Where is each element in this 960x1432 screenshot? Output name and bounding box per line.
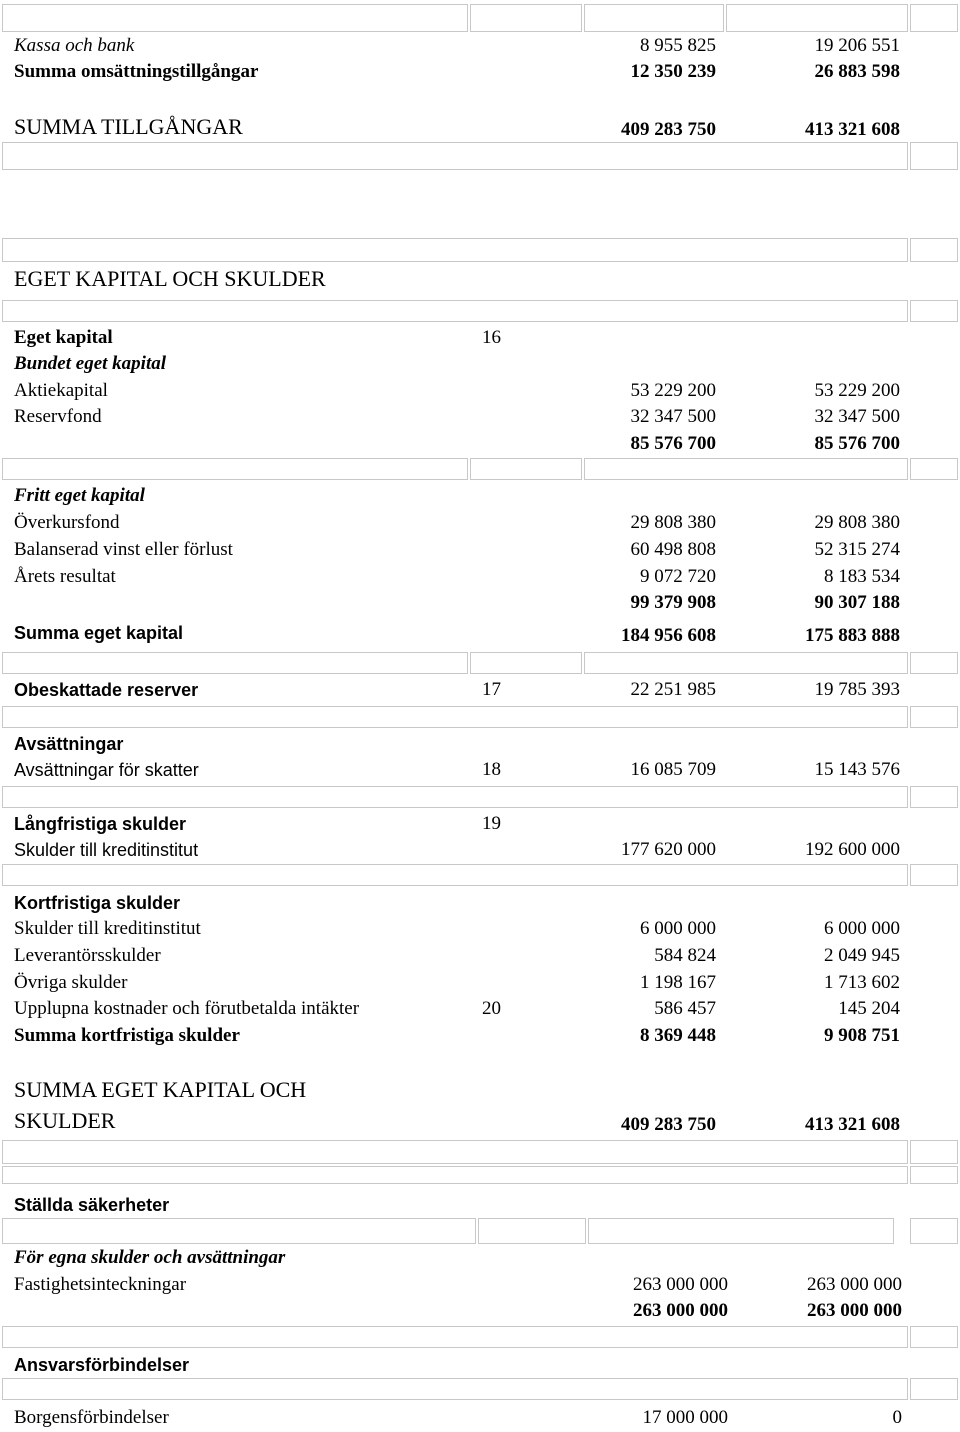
row-label-summa-eget-kapital: Summa eget kapital bbox=[14, 623, 184, 643]
row-label-avsattningar-skatter: Avsättningar för skatter bbox=[14, 760, 199, 780]
grid-cell bbox=[478, 1218, 586, 1244]
grid-cell bbox=[470, 4, 582, 32]
row-label-upplupna: Upplupna kostnader och förutbetalda intäkter bbox=[14, 998, 360, 1019]
value-prior-leverantorsskulder: 2 049 945 bbox=[824, 945, 900, 966]
row-label-borgensforbindelser: Borgensförbindelser bbox=[14, 1407, 169, 1428]
row-label-summa-eget-kapital-och-skulder-line2: SKULDER bbox=[14, 1108, 116, 1133]
value-current-reservfond: 32 347 500 bbox=[630, 406, 716, 427]
grid-cell bbox=[2, 142, 908, 170]
row-label-skulder-kreditinstitut-long: Skulder till kreditinstitut bbox=[14, 840, 199, 860]
value-prior-reservfond: 32 347 500 bbox=[814, 406, 900, 427]
grid-cell bbox=[584, 652, 908, 674]
grid-cell bbox=[910, 458, 958, 480]
value-current-fritt-sum: 99 379 908 bbox=[630, 592, 716, 613]
value-prior-pledges-sum: 263 000 000 bbox=[807, 1300, 902, 1321]
grid-cell bbox=[588, 1218, 894, 1244]
grid-cell bbox=[910, 1218, 958, 1244]
value-prior-overkursfond: 29 808 380 bbox=[814, 512, 900, 533]
value-prior-upplupna: 145 204 bbox=[838, 998, 900, 1019]
grid-cell bbox=[910, 706, 958, 728]
grid-cell bbox=[584, 4, 724, 32]
value-current-borgensforbindelser: 17 000 000 bbox=[642, 1407, 728, 1428]
grid-cell bbox=[470, 458, 582, 480]
value-prior-summa-eget-kapital-och-skulder: 413 321 608 bbox=[805, 1114, 900, 1135]
row-label-summa-omsattning: Summa omsättningstillgångar bbox=[14, 61, 259, 82]
note-ref: 19 bbox=[482, 813, 501, 834]
value-current-summa-eget-kapital-och-skulder: 409 283 750 bbox=[621, 1114, 716, 1135]
value-current-ovriga-skulder: 1 198 167 bbox=[640, 972, 716, 993]
value-prior-summa-eget-kapital: 175 883 888 bbox=[805, 625, 900, 646]
value-current-overkursfond: 29 808 380 bbox=[630, 512, 716, 533]
grid-cell bbox=[910, 142, 958, 170]
value-current-obeskattade-reserver: 22 251 985 bbox=[630, 679, 716, 700]
row-label-skulder-kreditinstitut-short: Skulder till kreditinstitut bbox=[14, 918, 201, 939]
grid-cell bbox=[2, 1218, 476, 1244]
value-prior-summa-tillgangar: 413 321 608 bbox=[805, 119, 900, 140]
row-label-eget-kapital: Eget kapital bbox=[14, 327, 113, 348]
grid-cell bbox=[910, 4, 958, 32]
value-current-arets-resultat: 9 072 720 bbox=[640, 566, 716, 587]
row-label-fastighetsinteckningar: Fastighetsinteckningar bbox=[14, 1274, 187, 1295]
row-label-kassa: Kassa och bank bbox=[14, 35, 135, 56]
value-current-avsattningar-skatter: 16 085 709 bbox=[630, 759, 716, 780]
grid-cell bbox=[2, 458, 468, 480]
row-label-overkursfond: Överkursfond bbox=[14, 512, 120, 533]
section-heading-eget-kapital-och-skulder: EGET KAPITAL OCH SKULDER bbox=[14, 266, 326, 291]
value-prior-fritt-sum: 90 307 188 bbox=[814, 592, 900, 613]
value-current-upplupna: 586 457 bbox=[654, 998, 716, 1019]
grid-cell bbox=[2, 300, 908, 322]
value-current-aktiekapital: 53 229 200 bbox=[630, 380, 716, 401]
value-current-bundet-sum: 85 576 700 bbox=[630, 433, 716, 454]
note-ref: 16 bbox=[482, 327, 501, 348]
row-label-kortfristiga-skulder: Kortfristiga skulder bbox=[14, 893, 181, 913]
value-prior-fastighetsinteckningar: 263 000 000 bbox=[807, 1274, 902, 1295]
value-current-leverantorsskulder: 584 824 bbox=[654, 945, 716, 966]
note-ref: 17 bbox=[482, 679, 501, 700]
value-prior-aktiekapital: 53 229 200 bbox=[814, 380, 900, 401]
value-prior-skulder-kreditinstitut-long: 192 600 000 bbox=[805, 839, 900, 860]
grid-cell bbox=[2, 1378, 908, 1400]
grid-cell bbox=[2, 652, 468, 674]
grid-cell bbox=[2, 4, 468, 32]
value-current-kassa: 8 955 825 bbox=[640, 35, 716, 56]
note-ref: 20 bbox=[482, 998, 501, 1019]
value-prior-avsattningar-skatter: 15 143 576 bbox=[814, 759, 900, 780]
row-label-obeskattade-reserver: Obeskattade reserver bbox=[14, 680, 199, 700]
value-prior-skulder-kreditinstitut-short: 6 000 000 bbox=[824, 918, 900, 939]
row-label-summa-kortfristiga: Summa kortfristiga skulder bbox=[14, 1025, 240, 1046]
row-label-arets-resultat: Årets resultat bbox=[14, 566, 116, 587]
value-current-summa-tillgangar: 409 283 750 bbox=[621, 119, 716, 140]
value-prior-kassa: 19 206 551 bbox=[814, 35, 900, 56]
grid-cell bbox=[2, 706, 908, 728]
value-prior-borgensforbindelser: 0 bbox=[892, 1407, 902, 1428]
grid-cell bbox=[910, 786, 958, 808]
value-prior-arets-resultat: 8 183 534 bbox=[824, 566, 900, 587]
row-label-balanserad: Balanserad vinst eller förlust bbox=[14, 539, 233, 560]
value-current-fastighetsinteckningar: 263 000 000 bbox=[633, 1274, 728, 1295]
value-current-summa-omsattning: 12 350 239 bbox=[630, 61, 716, 82]
value-current-summa-eget-kapital: 184 956 608 bbox=[621, 625, 716, 646]
value-prior-summa-omsattning: 26 883 598 bbox=[814, 61, 900, 82]
value-prior-obeskattade-reserver: 19 785 393 bbox=[814, 679, 900, 700]
grid-cell bbox=[910, 652, 958, 674]
grid-cell bbox=[470, 652, 582, 674]
grid-cell bbox=[2, 864, 908, 886]
value-prior-ovriga-skulder: 1 713 602 bbox=[824, 972, 900, 993]
value-current-balanserad: 60 498 808 bbox=[630, 539, 716, 560]
section-heading-ansvarsforbindelser: Ansvarsförbindelser bbox=[14, 1355, 190, 1375]
row-label-for-egna-skulder: För egna skulder och avsättningar bbox=[14, 1247, 286, 1268]
grid-cell bbox=[910, 300, 958, 322]
value-prior-bundet-sum: 85 576 700 bbox=[814, 433, 900, 454]
row-label-fritt-eget-kapital: Fritt eget kapital bbox=[14, 485, 145, 506]
grid-cell bbox=[584, 458, 908, 480]
value-current-summa-kortfristiga: 8 369 448 bbox=[640, 1025, 716, 1046]
grid-cell bbox=[2, 238, 908, 262]
row-label-summa-tillgangar: SUMMA TILLGÅNGAR bbox=[14, 114, 243, 139]
grid-cell bbox=[726, 4, 908, 32]
grid-cell bbox=[910, 238, 958, 262]
value-current-skulder-kreditinstitut-short: 6 000 000 bbox=[640, 918, 716, 939]
value-current-skulder-kreditinstitut-long: 177 620 000 bbox=[621, 839, 716, 860]
grid-cell bbox=[910, 1326, 958, 1348]
grid-cell bbox=[910, 1378, 958, 1400]
grid-cell bbox=[2, 1140, 908, 1164]
note-ref: 18 bbox=[482, 759, 501, 780]
row-label-leverantorsskulder: Leverantörsskulder bbox=[14, 945, 161, 966]
row-label-bundet-eget-kapital: Bundet eget kapital bbox=[14, 353, 166, 374]
row-label-ovriga-skulder: Övriga skulder bbox=[14, 972, 128, 993]
row-label-reservfond: Reservfond bbox=[14, 406, 102, 427]
section-heading-stallda-sakerheter: Ställda säkerheter bbox=[14, 1195, 170, 1215]
grid-cell bbox=[2, 786, 908, 808]
value-prior-balanserad: 52 315 274 bbox=[814, 539, 900, 560]
grid-cell bbox=[910, 864, 958, 886]
row-label-aktiekapital: Aktiekapital bbox=[14, 380, 108, 401]
row-label-langfristiga-skulder: Långfristiga skulder bbox=[14, 814, 187, 834]
value-current-pledges-sum: 263 000 000 bbox=[633, 1300, 728, 1321]
row-label-summa-eget-kapital-och-skulder-line1: SUMMA EGET KAPITAL OCH bbox=[14, 1077, 307, 1102]
grid-cell bbox=[910, 1166, 958, 1184]
row-label-avsattningar: Avsättningar bbox=[14, 734, 124, 754]
grid-cell bbox=[910, 1140, 958, 1164]
value-prior-summa-kortfristiga: 9 908 751 bbox=[824, 1025, 900, 1046]
grid-cell bbox=[2, 1166, 908, 1184]
grid-cell bbox=[2, 1326, 908, 1348]
